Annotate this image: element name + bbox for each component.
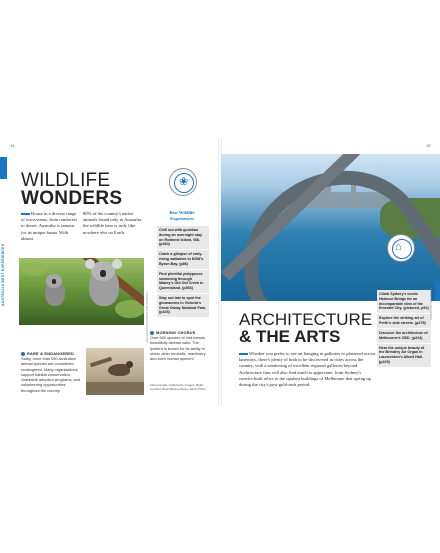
sidebar-list: [157, 226, 209, 318]
intro-column-1: House to a diverse range of ecosystems, from rainforest to desert, Australia is famous for its unique fauna. With almost: [21, 211, 77, 241]
sidebar-list-item: Climb Sydney's iconic Harbour Bridge for an incomparable view of the Emerald City. (pictured, p92): [377, 290, 431, 314]
wildlife-sidebar: [147, 168, 207, 324]
rotated-photo-credit: ANDREW / SHUTTERSTOCK: [429, 288, 432, 321]
art-sidebar: [375, 210, 429, 364]
sidebar-title: Best Wildlife Experiences: [169, 210, 195, 221]
side-running-label: AUSTRALIA BEST EXPERIENCES: [1, 243, 5, 306]
paragraph-rule-mark: [21, 213, 30, 215]
book-spread: [0, 138, 440, 406]
page-number-right: 15: [426, 143, 431, 148]
feature-title-line2: WONDERS: [21, 188, 123, 209]
sidebar-list-item: Chill out with quokkas during an overnight stay on Rottnest Island, WA. (p284): [157, 226, 209, 250]
building-glyph: ⌂: [395, 241, 402, 253]
lyrebird-photo: [86, 348, 144, 395]
section-tab-marker: [435, 281, 440, 301]
feature-title-line1: WILDLIFE: [21, 170, 111, 191]
photo-credit: Above Koala, Gaffs/Getty Images. Right Lyrebird, Bush Brazen/Alamy Stock Photo: [150, 383, 206, 391]
paw-glyph: ❀: [179, 176, 189, 188]
building-icon: [387, 234, 415, 262]
bird-tail: [90, 357, 112, 368]
sidebar-list: [377, 290, 431, 368]
page-number-left: 14: [10, 143, 15, 148]
intro-column-2: 80% of the country's native animals found only in Australia, the wildlife here is truly like nowhere else on Earth.: [83, 211, 143, 235]
sidebar-list-item: Find plentiful platypuses swimming through Mabey's Old Old Creek in Queensland. (p366): [157, 270, 209, 294]
koala-ear: [85, 259, 95, 269]
caption-morning-heading: MORNING CHORUS: [150, 330, 196, 335]
feature-title-line2: & THE ARTS: [239, 327, 341, 346]
sidebar-title: Best Art & Architecture Experiences: [378, 268, 426, 279]
section-tab-marker: [0, 157, 7, 179]
bird-head: [126, 361, 133, 368]
koala-joey-nose: [52, 279, 56, 284]
left-page: [0, 138, 219, 406]
feature-title-line1: ARCHITECTURE: [239, 310, 373, 329]
caption-morning-text: Over 650 species of bird means beautifully diverse calls. The lyrebird is known for its ability to mimic other birdcalls, machinery and even human speech!: [150, 335, 206, 362]
caption-rare-text: Sadly, more than 550 Australian animal species are considered endangered. Many organisations support habitat conservation, charitable adoption programs, and volunteering opportunities throughout the country.: [21, 356, 81, 393]
koala-photo: [19, 258, 144, 325]
sidebar-list-item: Catch a glimpse of early-rising wallabies in NSW's Byron Bay. (p86): [157, 250, 209, 269]
koala-ear: [112, 259, 122, 269]
paw-print-icon: [169, 168, 197, 196]
intro-body: Whether you prefer to see art hanging in galleries or plastered across laneways, there's plenty of both to be discovered in cities across the country, with a smattering of excellent regional galleries beyond. Architecture fans will also find much to appreciate, from Sydney's convict-built relics to the opulent buildings of Melbourne that spring up during the city's post-gold-rush period.: [239, 351, 376, 387]
right-page: [221, 138, 440, 406]
paragraph-rule-mark: [239, 353, 248, 355]
koala-nose: [100, 270, 106, 277]
sidebar-list-item: Explore the striking art of Perth's side streets. (p278): [377, 314, 431, 329]
rotated-photo-credit: GAGLIARDIPHOTOGRAPHY/SHUTTERSTOCK: [146, 291, 149, 343]
caption-rare-heading: RARE & ENDANGERED: [21, 351, 74, 356]
ground: [86, 382, 144, 395]
sidebar-list-item: Discover the architecture of Melbourne's CBD. (p224): [377, 329, 431, 344]
foliage: [21, 262, 47, 276]
sidebar-list-item: Stay out late to spot the glowworms in Victoria's Great Otway National Park. (p326): [157, 294, 209, 318]
sidebar-list-item: Hear the unique beauty of the Brindley Air Organ in Launceston's Albert Hall. (p225): [377, 344, 431, 368]
